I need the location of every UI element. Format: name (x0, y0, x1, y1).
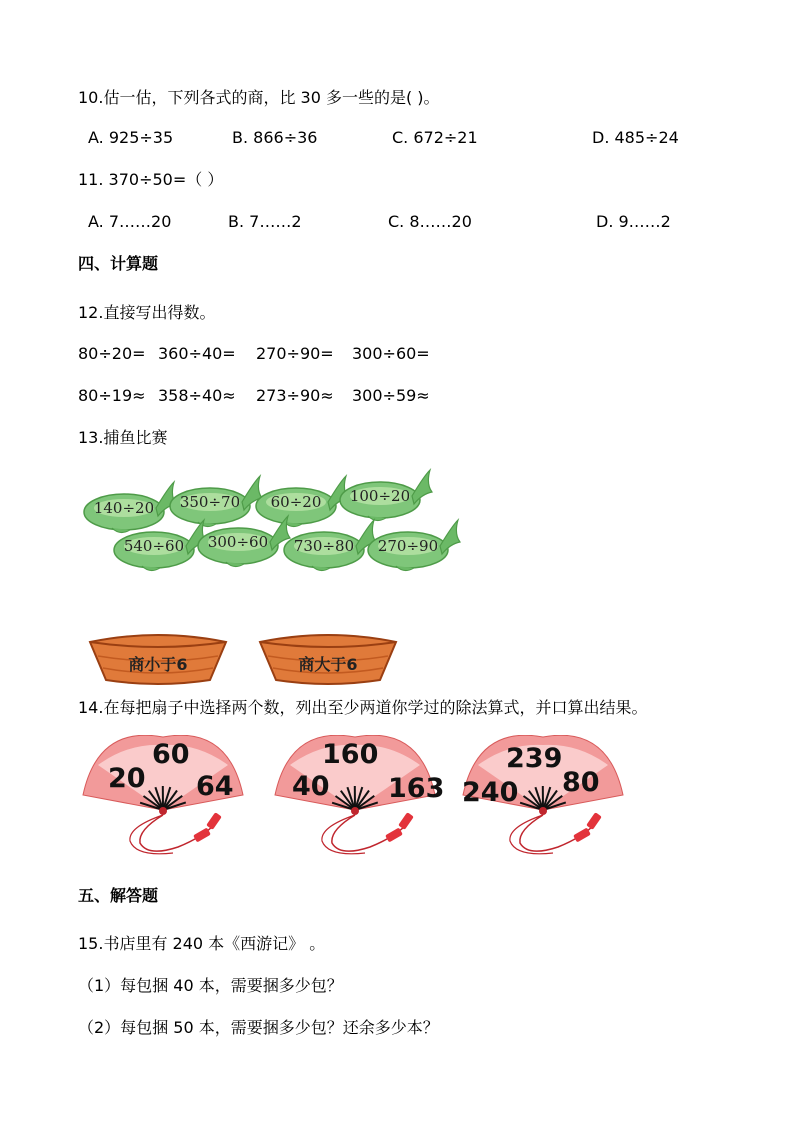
fish-expression: 300÷60 (207, 533, 269, 551)
fan-card (458, 735, 628, 860)
fish-card (196, 512, 291, 572)
basket-less-than-6 (88, 630, 228, 685)
question-11-stem: 11. 370÷50=（ ） (78, 170, 224, 189)
fan-card (78, 735, 248, 860)
q10-option-d: D. 485÷24 (592, 128, 679, 147)
fan-number: 163 (388, 773, 445, 804)
q11-option-c: C. 8……20 (388, 212, 472, 231)
question-12-stem: 12.直接写出得数。 (78, 303, 216, 322)
q12-item: 300÷60= (352, 344, 430, 363)
question-10-stem: 10.估一估，下列各式的商，比 30 多一些的是( )。 (78, 88, 440, 107)
fan-card (270, 735, 445, 860)
fan-number: 20 (108, 763, 146, 794)
q10-option-a: A. 925÷35 (88, 128, 174, 147)
fish-expression: 60÷20 (270, 493, 322, 511)
q12-item: 80÷20= (78, 344, 146, 363)
basket-greater-than-6 (258, 630, 398, 685)
q12-item: 358÷40≈ (158, 386, 236, 405)
q12-item: 273÷90≈ (256, 386, 334, 405)
fan-number: 239 (506, 743, 563, 774)
q12-item: 80÷19≈ (78, 386, 146, 405)
fan-number: 240 (462, 777, 519, 808)
fan-number: 60 (152, 739, 190, 770)
q11-option-b: B. 7……2 (228, 212, 302, 231)
question-14-stem: 14.在每把扇子中选择两个数，列出至少两道你学过的除法算式，并口算出结果。 (78, 698, 648, 717)
fish-card (366, 516, 461, 576)
fish-expression: 730÷80 (293, 537, 355, 555)
section-5-heading: 五、解答题 (78, 886, 159, 905)
fan-number: 40 (292, 771, 330, 802)
question-15-stem: 15.书店里有 240 本《西游记》 。 (78, 934, 326, 953)
q12-item: 360÷40= (158, 344, 236, 363)
basket-label: 商大于6 (298, 655, 358, 674)
q11-option-d: D. 9……2 (596, 212, 671, 231)
q11-option-a: A. 7……20 (88, 212, 172, 231)
q10-option-c: C. 672÷21 (392, 128, 478, 147)
q15-part-2: （2）每包捆 50 本，需要捆多少包？还余多少本？ (78, 1018, 439, 1037)
fish-expression: 270÷90 (377, 537, 439, 555)
fish-expression: 350÷70 (179, 493, 241, 511)
fan-number: 160 (322, 739, 379, 770)
q12-item: 270÷90= (256, 344, 334, 363)
fish-expression: 540÷60 (123, 537, 185, 555)
fish-card (282, 516, 377, 576)
fish-expression: 100÷20 (349, 487, 411, 505)
section-4-heading: 四、计算题 (78, 254, 159, 273)
fan-number: 64 (196, 771, 234, 802)
fish-expression: 140÷20 (93, 499, 155, 517)
basket-label: 商小于6 (128, 655, 188, 674)
q10-option-b: B. 866÷36 (232, 128, 318, 147)
q15-part-1: （1）每包捆 40 本，需要捆多少包？ (78, 976, 343, 995)
fish-card (112, 516, 207, 576)
question-13-stem: 13.捕鱼比赛 (78, 428, 168, 447)
fan-number: 80 (562, 767, 600, 798)
q12-item: 300÷59≈ (352, 386, 430, 405)
